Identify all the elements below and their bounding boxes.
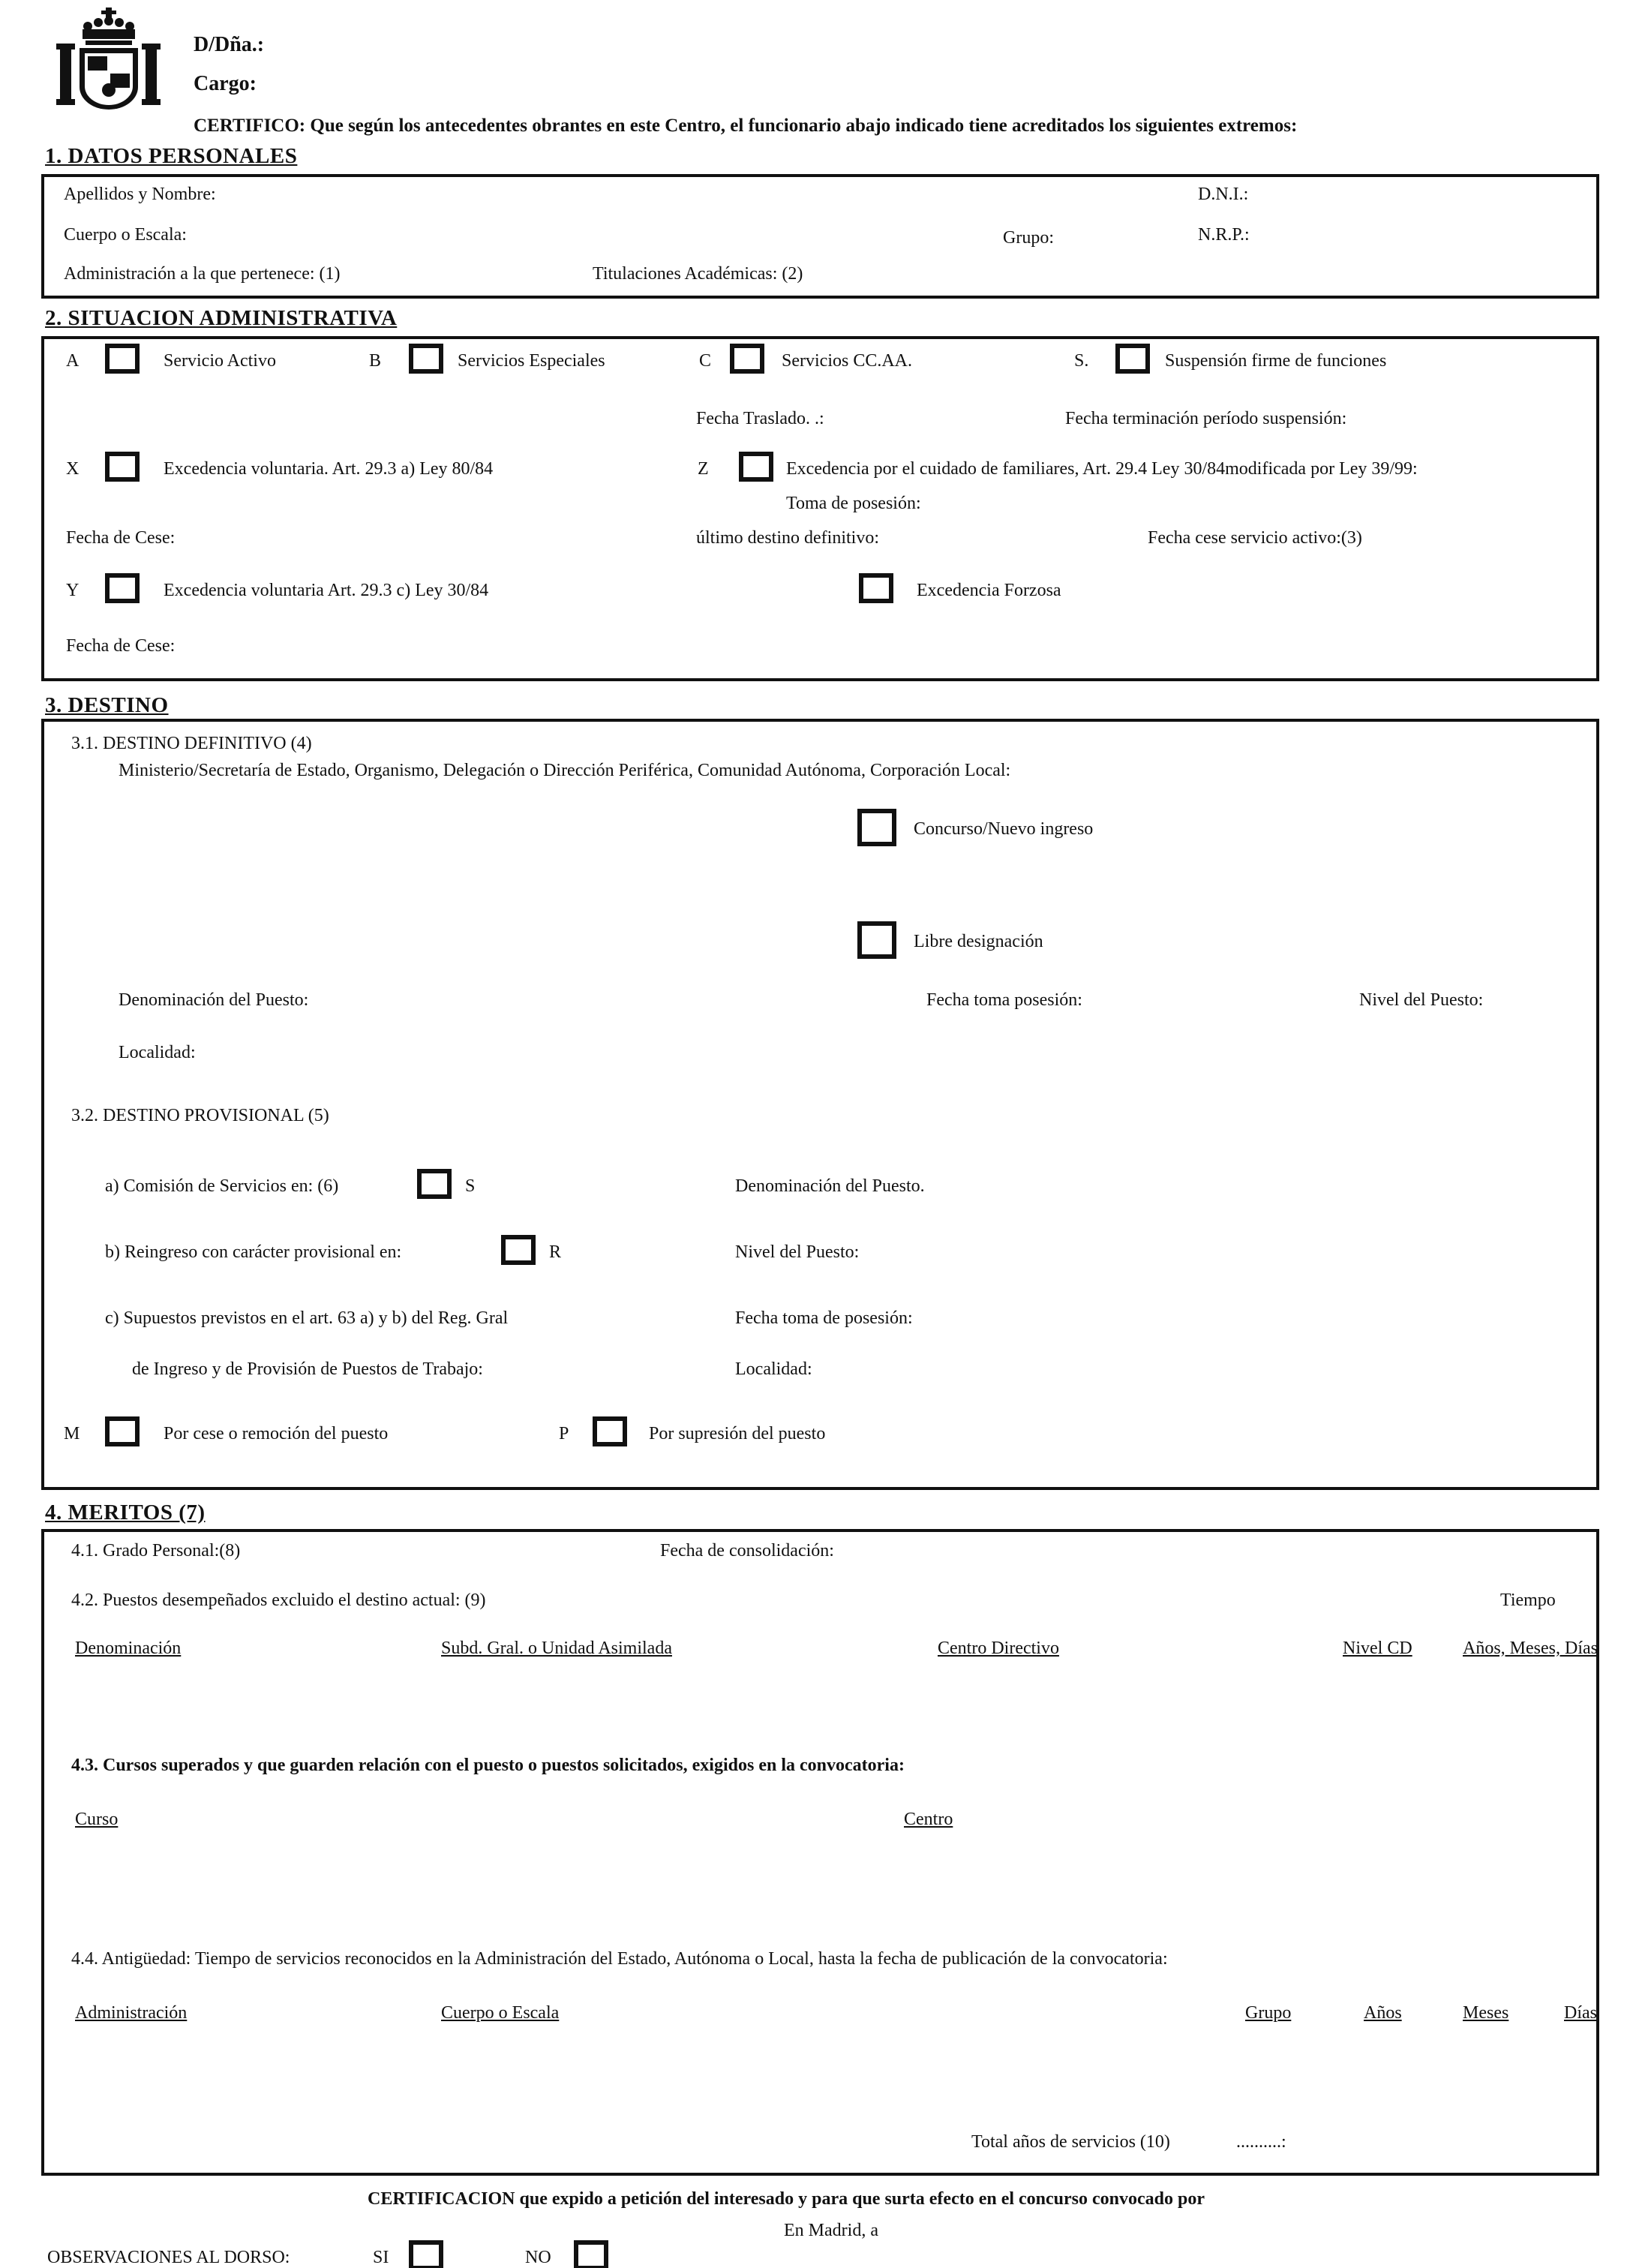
servicio-activo-label: Servicio Activo: [164, 351, 276, 371]
letter-s-comision: S: [465, 1176, 476, 1196]
no-label: NO: [525, 2248, 551, 2267]
antiguedad-header-anos: Años: [1364, 2003, 1402, 2023]
letter-r-reingreso: R: [549, 1242, 562, 1262]
cuerpo-escala-label: Cuerpo o Escala:: [64, 225, 187, 245]
observaciones-dorso-label: OBSERVACIONES AL DORSO:: [47, 2248, 290, 2267]
excedencia-forzosa-label: Excedencia Forzosa: [917, 581, 1061, 600]
letter-z: Z: [698, 459, 709, 479]
checkbox-reingreso[interactable]: [501, 1235, 536, 1265]
ultimo-destino-label: último destino definitivo:: [696, 528, 879, 548]
cursos-header-curso: Curso: [75, 1810, 119, 1829]
tiempo-label: Tiempo: [1500, 1591, 1556, 1610]
puestos-header-subd-gral: Subd. Gral. o Unidad Asimilada: [441, 1639, 672, 1658]
cursos-superados-label: 4.3. Cursos superados y que guarden relación con el puesto o puestos solicitados, exigidos en la convocatoria:: [71, 1756, 905, 1775]
reingreso-nivel-label: Nivel del Puesto:: [735, 1242, 860, 1262]
grado-personal-label: 4.1. Grado Personal:(8): [71, 1541, 241, 1561]
fecha-cese2-label: Fecha de Cese:: [66, 636, 176, 656]
nivel-puesto-label: Nivel del Puesto:: [1359, 990, 1484, 1010]
antiguedad-header-meses: Meses: [1463, 2003, 1509, 2023]
puestos-header-nivel-cd: Nivel CD: [1343, 1639, 1412, 1658]
servicios-especiales-label: Servicios Especiales: [458, 351, 605, 371]
reingreso-label: b) Reingreso con carácter provisional en:: [105, 1242, 402, 1262]
section-title-destino: 3. DESTINO: [45, 693, 169, 717]
checkbox-excedencia-voluntaria-c[interactable]: [105, 573, 140, 603]
destino-definitivo-title: 3.1. DESTINO DEFINITIVO (4): [71, 734, 312, 753]
letter-a: A: [66, 351, 80, 371]
puestos-desempenados-label: 4.2. Puestos desempeñados excluido el destino actual: (9): [71, 1591, 486, 1610]
libre-designacion-label: Libre designación: [914, 932, 1043, 951]
section-title-situacion: 2. SITUACION ADMINISTRATIVA: [45, 306, 398, 330]
total-anos-servicios-label: Total años de servicios (10): [971, 2132, 1170, 2152]
checkbox-observaciones-no[interactable]: [574, 2240, 608, 2268]
section-title-datos-personales: 1. DATOS PERSONALES: [45, 144, 298, 168]
certificacion-statement: CERTIFICACION que expido a petición del interesado y para que surta efecto en el concurso convocado por: [368, 2189, 1205, 2209]
letter-y: Y: [66, 581, 80, 600]
letter-m: M: [64, 1424, 80, 1443]
supuestos-label: c) Supuestos previstos en el art. 63 a) y b) del Reg. Gral: [105, 1308, 509, 1328]
checkbox-excedencia-forzosa[interactable]: [859, 573, 893, 603]
antiguedad-label: 4.4. Antigüedad: Tiempo de servicios reconocidos en la Administración del Estado, Autónoma o Local, hasta la fecha de publicación de la convocatoria:: [71, 1949, 1168, 1969]
en-madrid-label: En Madrid, a: [784, 2221, 878, 2240]
supuestos-localidad-label: Localidad:: [735, 1359, 812, 1379]
letter-c: C: [699, 351, 712, 371]
antiguedad-header-cuerpo-escala: Cuerpo o Escala: [441, 2003, 560, 2023]
meritos-box: [41, 1529, 1599, 2176]
puestos-header-centro-directivo: Centro Directivo: [938, 1639, 1059, 1658]
certifico-statement: CERTIFICO: Que según los antecedentes obrantes en este Centro, el funcionario abajo indicado tiene acreditados los siguientes extremos:: [194, 116, 1298, 136]
letter-s: S.: [1074, 351, 1089, 371]
checkbox-excedencia-familiares[interactable]: [739, 452, 773, 482]
administracion-label: Administración a la que pertenece: (1): [64, 264, 341, 284]
supuestos-fecha-label: Fecha toma de posesión:: [735, 1308, 913, 1328]
fecha-cese-servicio-label: Fecha cese servicio activo:(3): [1148, 528, 1362, 548]
si-label: SI: [373, 2248, 389, 2267]
letter-p: P: [559, 1424, 569, 1443]
comision-servicios-label: a) Comisión de Servicios en: (6): [105, 1176, 339, 1196]
letter-b: B: [369, 351, 382, 371]
puestos-header-anos-meses-dias: Años, Meses, Días: [1463, 1639, 1598, 1658]
cursos-header-centro: Centro: [904, 1810, 953, 1829]
servicios-ccaa-label: Servicios CC.AA.: [782, 351, 912, 371]
excedencia-familiares-label: Excedencia por el cuidado de familiares, Art. 29.4 Ley 30/84modificada por Ley 39/99:: [786, 459, 1418, 479]
checkbox-observaciones-si[interactable]: [409, 2240, 443, 2268]
toma-posesion-label: Toma de posesión:: [786, 494, 921, 513]
antiguedad-header-dias: Días: [1564, 2003, 1597, 2023]
antiguedad-header-administracion: Administración: [75, 2003, 188, 2023]
excedencia-voluntaria-c-label: Excedencia voluntaria Art. 29.3 c) Ley 30/84: [164, 581, 489, 600]
checkbox-servicios-especiales[interactable]: [409, 344, 443, 374]
ddna-label: D/Dña.:: [194, 33, 265, 56]
cese-remocion-label: Por cese o remoción del puesto: [164, 1424, 389, 1443]
localidad-label: Localidad:: [119, 1043, 196, 1062]
nrp-label: N.R.P.:: [1198, 225, 1250, 245]
fecha-terminacion-label: Fecha terminación período suspensión:: [1065, 409, 1347, 428]
checkbox-servicio-activo[interactable]: [105, 344, 140, 374]
checkbox-comision-servicios[interactable]: [417, 1169, 452, 1199]
denominacion-puesto-label: Denominación del Puesto:: [119, 990, 309, 1010]
concurso-nuevo-ingreso-label: Concurso/Nuevo ingreso: [914, 819, 1094, 839]
apellidos-label: Apellidos y Nombre:: [64, 185, 216, 204]
antiguedad-header-grupo: Grupo: [1245, 2003, 1292, 2023]
fecha-cese-label: Fecha de Cese:: [66, 528, 176, 548]
checkbox-concurso-nuevo-ingreso[interactable]: [857, 809, 896, 846]
fecha-traslado-label: Fecha Traslado. .:: [696, 409, 824, 428]
supresion-puesto-label: Por supresión del puesto: [649, 1424, 826, 1443]
puestos-header-denominacion: Denominación: [75, 1639, 182, 1658]
destino-provisional-title: 3.2. DESTINO PROVISIONAL (5): [71, 1106, 329, 1125]
total-anos-servicios-dots: ..........:: [1236, 2132, 1286, 2152]
coat-of-arms-icon: [54, 6, 163, 137]
fecha-toma-posesion-label: Fecha toma posesión:: [926, 990, 1082, 1010]
cargo-label: Cargo:: [194, 72, 257, 95]
supuestos-label2: de Ingreso y de Provisión de Puestos de Trabajo:: [132, 1359, 483, 1379]
checkbox-cese-remocion[interactable]: [105, 1416, 140, 1446]
fecha-consolidacion-label: Fecha de consolidación:: [660, 1541, 834, 1561]
ministerio-label: Ministerio/Secretaría de Estado, Organismo, Delegación o Dirección Periférica, Comunidad Autónoma, Corporación Local:: [119, 761, 1011, 780]
checkbox-suspension[interactable]: [1115, 344, 1150, 374]
comision-denominacion-label: Denominación del Puesto.: [735, 1176, 925, 1196]
grupo-label: Grupo:: [1003, 228, 1054, 248]
checkbox-supresion-puesto[interactable]: [593, 1416, 627, 1446]
section-title-meritos: 4. MERITOS (7): [45, 1500, 206, 1525]
excedencia-voluntaria-a-label: Excedencia voluntaria. Art. 29.3 a) Ley 80/84: [164, 459, 494, 479]
titulaciones-label: Titulaciones Académicas: (2): [593, 264, 803, 284]
checkbox-servicios-ccaa[interactable]: [730, 344, 764, 374]
dni-label: D.N.I.:: [1198, 185, 1249, 204]
letter-x: X: [66, 459, 80, 479]
checkbox-excedencia-voluntaria-a[interactable]: [105, 452, 140, 482]
suspension-label: Suspensión firme de funciones: [1165, 351, 1387, 371]
checkbox-libre-designacion[interactable]: [857, 921, 896, 959]
